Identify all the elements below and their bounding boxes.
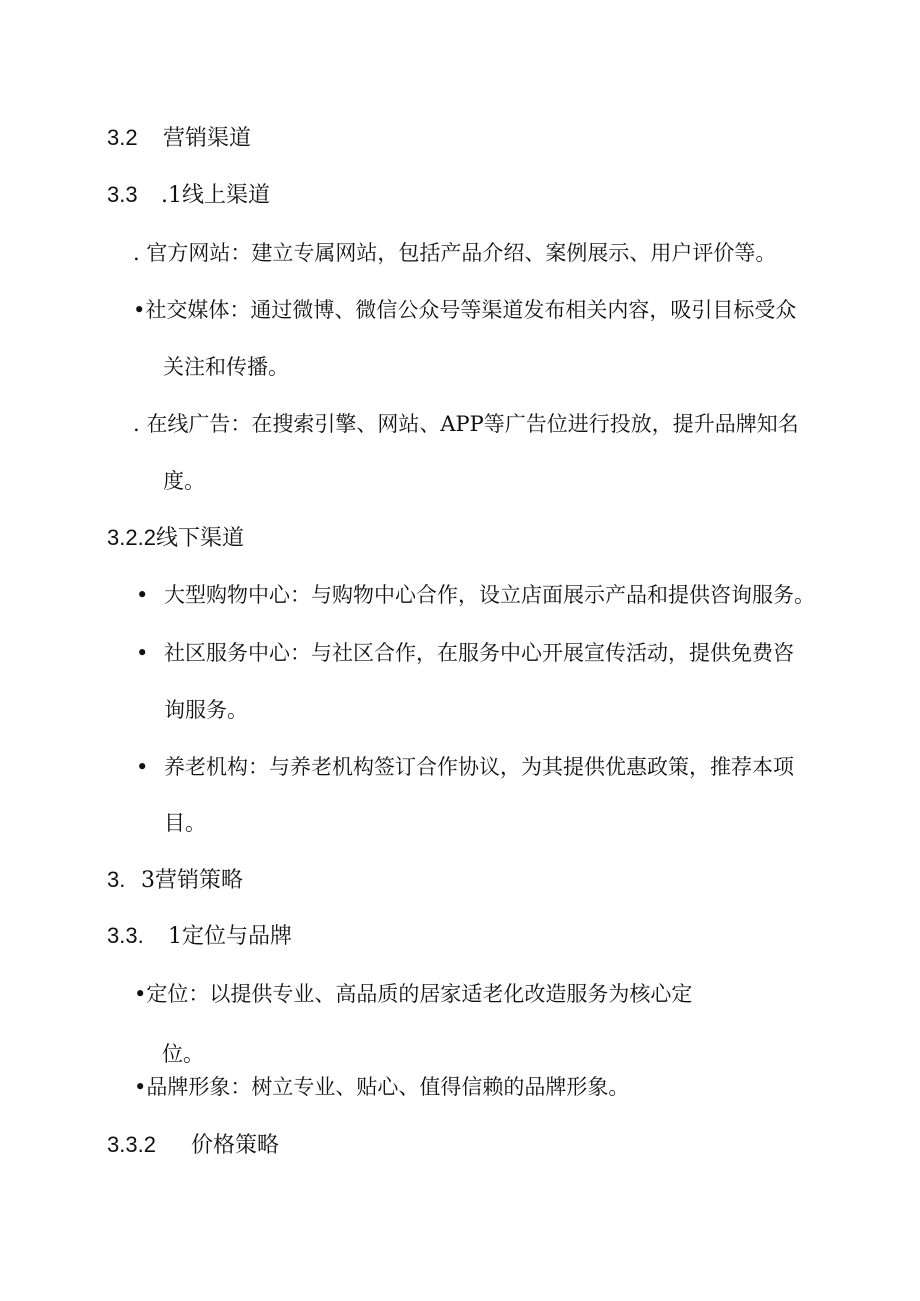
bullet-marker: • bbox=[136, 755, 149, 779]
bullet-marker: . bbox=[133, 412, 140, 436]
section-title: 1定位与品牌 bbox=[168, 924, 292, 949]
item-text: 官方网站：建立专属网站，包括产品介绍、案例展示、用户评价等。 bbox=[146, 241, 777, 265]
list-item bbox=[136, 753, 794, 781]
bullet-marker: • bbox=[134, 1075, 147, 1099]
item-text: 在线广告：在搜索引擎、网站、APP等广告位进行投放，提升品牌知名 bbox=[146, 412, 799, 436]
list-item bbox=[134, 1073, 629, 1101]
section-title: 线下渠道 bbox=[155, 526, 244, 551]
bullet-marker: • bbox=[134, 982, 147, 1006]
bullet-marker: • bbox=[136, 583, 149, 607]
list-item bbox=[133, 296, 796, 324]
section-heading bbox=[107, 866, 243, 895]
item-text-continuation: 度。 bbox=[163, 469, 205, 493]
item-text: 大型购物中心：与购物中心合作，设立店面展示产品和提供咨询服务。 bbox=[164, 583, 815, 607]
bullet-marker: • bbox=[133, 298, 146, 322]
item-text: 社交媒体：通过微博、微信公众号等渠道发布相关内容，吸引目标受众 bbox=[145, 298, 797, 322]
bullet-marker: . bbox=[133, 241, 140, 265]
section-heading bbox=[107, 124, 251, 153]
section-title: 价格策略 bbox=[191, 1133, 280, 1158]
section-title: .1线上渠道 bbox=[161, 183, 270, 208]
section-number: 3.2.2 bbox=[107, 525, 156, 550]
section-title: 营销渠道 bbox=[163, 126, 252, 151]
list-item bbox=[133, 410, 799, 438]
section-heading bbox=[107, 1131, 279, 1160]
section-number: 3.3.2 bbox=[107, 1132, 156, 1157]
list-item bbox=[136, 581, 815, 609]
item-text-continuation: 位。 bbox=[162, 1042, 204, 1066]
item-text-continuation: 目。 bbox=[164, 811, 206, 835]
section-number: 3.3. bbox=[107, 923, 144, 948]
section-title: 3营销策略 bbox=[141, 868, 243, 893]
section-number: 3.2 bbox=[107, 125, 138, 150]
item-text-continuation: 关注和传播。 bbox=[163, 355, 289, 379]
section-number: 3.3 bbox=[107, 182, 138, 207]
section-number: 3. bbox=[107, 867, 126, 892]
section-heading bbox=[107, 181, 270, 210]
list-item bbox=[133, 239, 776, 267]
item-text: 定位：以提供专业、高品质的居家适老化改造服务为核心定 bbox=[146, 982, 693, 1006]
item-text-continuation: 询服务。 bbox=[164, 698, 248, 722]
item-text: 品牌形象：树立专业、贴心、值得信赖的品牌形象。 bbox=[146, 1075, 630, 1099]
item-text: 养老机构：与养老机构签订合作协议，为其提供优惠政策，推荐本项 bbox=[164, 755, 794, 779]
bullet-marker: • bbox=[136, 641, 149, 665]
section-heading bbox=[107, 524, 244, 553]
list-item bbox=[136, 639, 794, 667]
item-text: 社区服务中心：与社区合作，在服务中心开展宣传活动，提供免费咨 bbox=[164, 641, 794, 665]
list-item bbox=[134, 980, 692, 1008]
section-heading bbox=[107, 922, 292, 951]
